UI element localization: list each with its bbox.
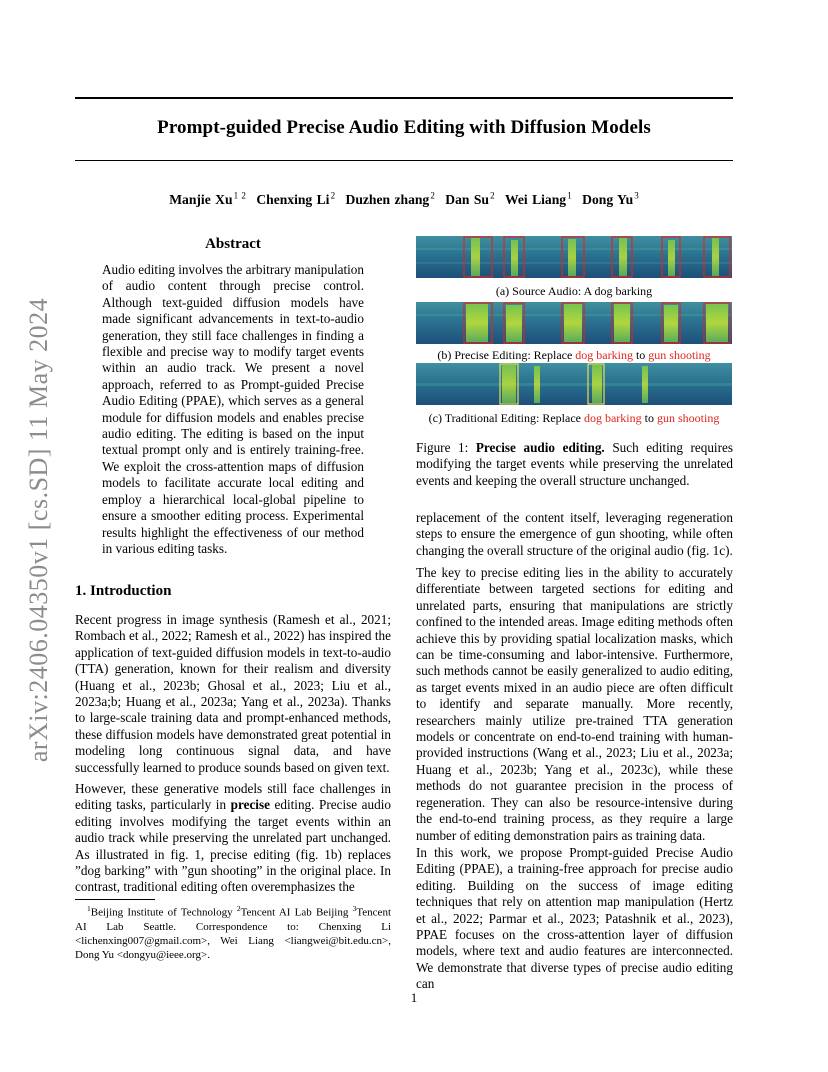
- figure-subcaption-c: (c) Traditional Editing: Replace dog barking to gun shooting: [428, 411, 720, 425]
- arxiv-side-stamp: arXiv:2406.04350v1 [cs.SD] 11 May 2024: [24, 297, 53, 763]
- author: Duzhen zhang $^2$: [345, 190, 435, 207]
- figure-subcaption-a: (a) Source Audio: A dog barking: [495, 284, 653, 298]
- body-paragraph: In this work, we propose Prompt-guided Precise Audio Editing (PPAE), a training-free approach for precise audio editing. Building on the success of image editing techniques that rely on attention map manipulation (Hertz et al., 2022; Parmar et al., 2023; Patashnik et al., 2023), PPAE focuses on the cross-attention layer of diffusion models, where text and audio features are interconnected. We demonstrate that diverse types of precise audio editing can: [416, 845, 733, 992]
- author: Dong Yu $^3$: [582, 190, 639, 207]
- section-heading-introduction: 1. Introduction: [75, 583, 172, 599]
- affiliation-footnote: $^1$Beijing Institute of Technology $^2$Tencent AI Lab Beijing $^3$Tencent AI Lab Seattle. Correspondence to: Chenxing Li <lichenxing007@gmail.com>, Wei Liang <liangwei@bit.edu.cn>, Dong Yu <dongyu@ieee.org>.: [75, 904, 391, 961]
- spectrogram-source: [416, 236, 732, 278]
- body-paragraph: The key to precise editing lies in the ability to accurately differentiate between targeted sections for editing and unrelated parts, ensuring that manipulations are strictly confined to the intended areas. Image editing methods often achieve this by providing spatial localization masks, which can be time-consuming and labor-intensive. Furthermore, such methods cannot be easily generalized to audio editing, as target events mixed in an audio piece are often difficult to identify and separate manually. More recently, researchers mainly utilize pre-trained TTA generation models or concentrate on end-to-end training with human-provided instructions (Wang et al., 2023; Liu et al., 2023a; Huang et al., 2023b; Yang et al., 2023c), while these methods do not guarantee precision in the process of regeneration. They can also be resource-intensive during the end-to-end training process, as they require a large number of editing demonstration pairs as training data.: [416, 565, 733, 843]
- intro-paragraph-2: However, these generative models still face challenges in editing tasks, particularly in precise editing. Precise audio editing involves modifying the target events within an audio track while preserving the unrelated part unchanged. As illustrated in fig. 1, precise editing (fig. 1b) replaces ”dog barking” with ”gun shooting” in the original place. In contrast, traditional editing often overemphasizes the: [75, 781, 391, 895]
- body-paragraph: replacement of the content itself, leveraging regeneration steps to ensure the emergence of gun shooting, while often changing the overall structure of the original audio (fig. 1c).: [416, 510, 733, 558]
- paper-title: Prompt-guided Precise Audio Editing with Diffusion Models: [157, 117, 651, 138]
- page-number: 1: [410, 990, 418, 1005]
- title-rule-top: [75, 97, 733, 99]
- figure-subcaption-b: (b) Precise Editing: Replace dog barking to gun shooting: [437, 348, 711, 362]
- author: Chenxing Li $^2$: [256, 190, 336, 207]
- spectrogram-precise-edit: [416, 302, 732, 344]
- spectrogram-traditional-edit: [416, 363, 732, 405]
- author: Wei Liang $^1$: [505, 190, 572, 207]
- title-rule-bottom: [75, 160, 733, 161]
- author: Dan Su $^2$: [445, 190, 495, 207]
- footnote-rule: [75, 899, 155, 900]
- figure-caption: Figure 1: Precise audio editing. Such editing requires modifying the target events while preserving the unrelated events and keeping the overall structure unchanged.: [416, 440, 733, 488]
- abstract-heading: Abstract: [205, 236, 261, 252]
- author-list: [75, 190, 733, 208]
- intro-paragraph-1: Recent progress in image synthesis (Ramesh et al., 2021; Rombach et al., 2022; Ramesh et al., 2022) has inspired the application of text-guided diffusion models in text-to-audio (TTA) generation, known for their realism and diversity (Huang et al., 2023b; Ghosal et al., 2023; Liu et al., 2023a;b; Huang et al., 2023a; Yang et al., 2023a). Thanks to large-scale training data and prompt-enhanced methods, these diffusion models have demonstrated great potential in modeling long continuous signal data, and have successfully learned to produce sounds based on given text.: [75, 612, 391, 775]
- abstract-text: Audio editing involves the arbitrary manipulation of audio content through precise control. Although text-guided diffusion models have made significant advancements in text-to-audio generation, they still face challenges in finding a flexible and precise way to modify target events within an audio track. We present a novel approach, referred to as Prompt-guided Precise Audio Editing (PPAE), which serves as a general module for diffusion models and enables precise audio editing. The editing is based on the input textual prompt only and is entirely training-free. We exploit the cross-attention maps of diffusion models to facilitate accurate local editing and employ a hierarchical local-global pipeline to ensure a smoother editing process. Experimental results highlight the effectiveness of our method in various editing tasks.: [102, 262, 364, 556]
- author: Manjie Xu $^{1 2}$: [169, 190, 246, 207]
